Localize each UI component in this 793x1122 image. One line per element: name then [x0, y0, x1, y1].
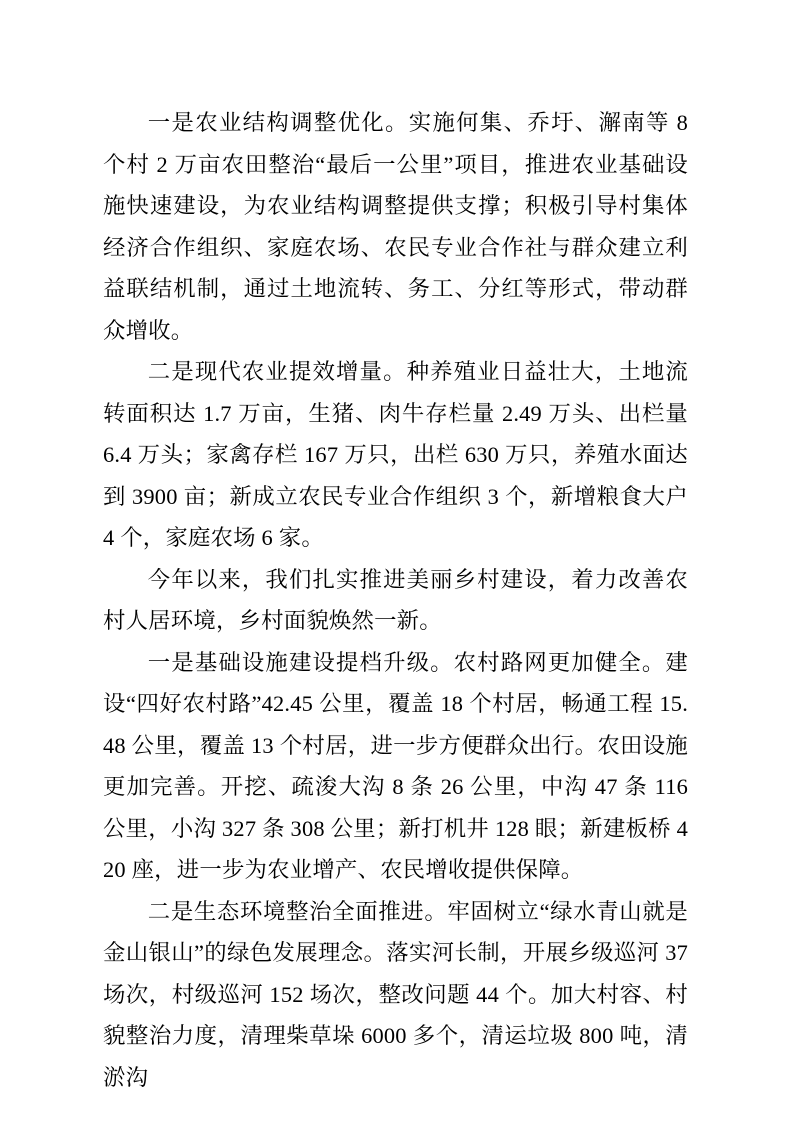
- paragraph-agriculture-structure: 一是农业结构调整优化。实施何集、乔圩、澥南等 8 个村 2 万亩农田整治“最后一公里”项目，推进农业基础设施快速建设，为农业结构调整提供支撑；积极引导村集体经济合作组织、家庭农场、农民专业合作社与群众建立利益联结机制，通过土地流转、务工、分红等形式，带动群众增收。: [103, 110, 688, 343]
- document-body: [103, 102, 688, 1098]
- paragraph-beautiful-village-intro: 今年以来，我们扎实推进美丽乡村建设，着力改善农村人居环境，乡村面貌焕然一新。: [103, 566, 688, 633]
- paragraph-ecological-environment: 二是生态环境整治全面推进。牢固树立“绿水青山就是金山银山”的绿色发展理念。落实河长制，开展乡级巡河 37 场次，村级巡河 152 场次，整改问题 44 个。加大村容、村貌整治力度，清理柴草垛 6000 多个，清运垃圾 800 吨，清淤沟: [103, 898, 688, 1090]
- paragraph-modern-agriculture: 二是现代农业提效增量。种养殖业日益壮大，土地流转面积达 1.7 万亩，生猪、肉牛存栏量 2.49 万头、出栏量 6.4 万头；家禽存栏 167 万只，出栏 630 万只，养殖水面达到 3900 亩；新成立农民专业合作组织 3 个，新增粮食大户 4 个，家庭农场 6 家。: [103, 359, 688, 550]
- paragraph-infrastructure-upgrade: 一是基础设施建设提档升级。农村路网更加健全。建设“四好农村路”42.45 公里，覆盖 18 个村居，畅通工程 15.48 公里，覆盖 13 个村居，进一步方便群众出行。农田设施更加完善。开挖、疏浚大沟 8 条 26 公里，中沟 47 条 116 公里，小沟 327 条 308 公里；新打机井 128 眼；新建板桥 420 座，进一步为农业增产、农民增收提供保障。: [103, 649, 688, 882]
